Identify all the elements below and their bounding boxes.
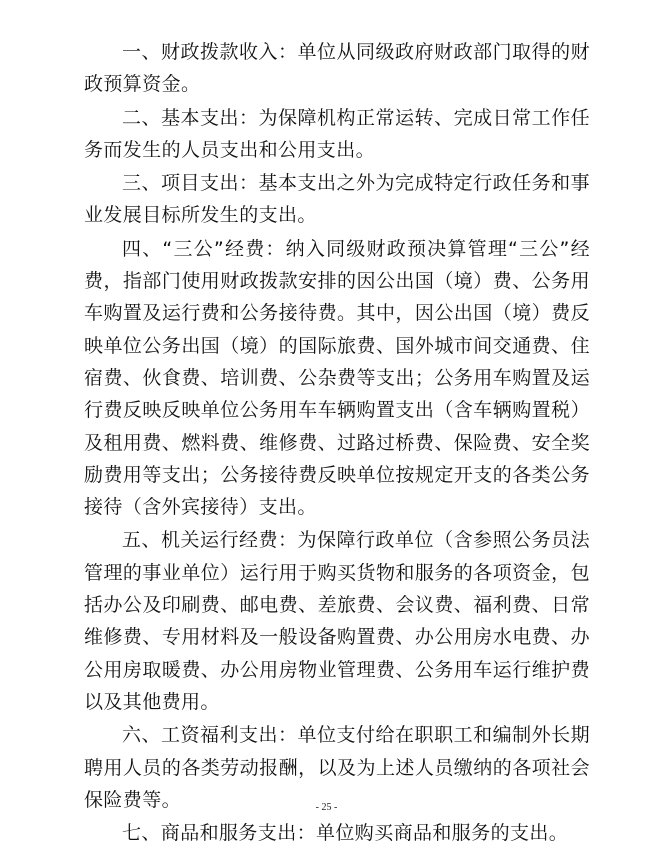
page-number: - 25 - xyxy=(315,802,338,813)
paragraph-office-operating-expenses: 五、机关运行经费：为保障行政单位（含参照公务员法管理的事业单位）运行用于购买货物和服务的各项资金，包括办公及印刷费、邮电费、差旅费、会议费、福利费、日常维修费、专用材料及一般设备购置费、办公用房水电费、办公用房取暖费、办公用房物业管理费、公务用车运行维护费以及其他费用。 xyxy=(84,529,590,713)
paragraph-basic-expenditure: 二、基本支出：为保障机构正常运转、完成日常工作任务而发生的人员支出和公用支出。 xyxy=(84,106,590,161)
paragraph-project-expenditure: 三、项目支出：基本支出之外为完成特定行政任务和事业发展目标所发生的支出。 xyxy=(84,172,590,227)
document-body xyxy=(84,36,590,850)
paragraph-fiscal-appropriation-income: 一、财政拨款收入：单位从同级政府财政部门取得的财政预算资金。 xyxy=(84,41,590,96)
paragraph-goods-services-expenditure: 七、商品和服务支出：单位购买商品和服务的支出。 xyxy=(122,822,569,845)
paragraph-three-public-expenses: 四、“三公”经费：纳入同级财政预决算管理“三公”经费，指部门使用财政拨款安排的因公出国（境）费、公务用车购置及运行费和公务接待费。其中，因公出国（境）费反映单位公务出国（境）的国际旅费、国外城市间交通费、住宿费、伙食费、培训费、公杂费等支出；公务用车购置及运行费反映反映单位公务用车车辆购置支出（含车辆购置税）及租用费、燃料费、维修费、过路过桥费、保险费、安全奖励费用等支出；公务接待费反映单位按规定开支的各类公务接待（含外宾接待）支出。 xyxy=(84,237,590,519)
paragraph-wages-welfare-expenditure: 六、工资福利支出：单位支付给在职职工和编制外长期聘用人员的各类劳动报酬，以及为上述人员缴纳的各项社会保险费等。 xyxy=(84,724,590,811)
